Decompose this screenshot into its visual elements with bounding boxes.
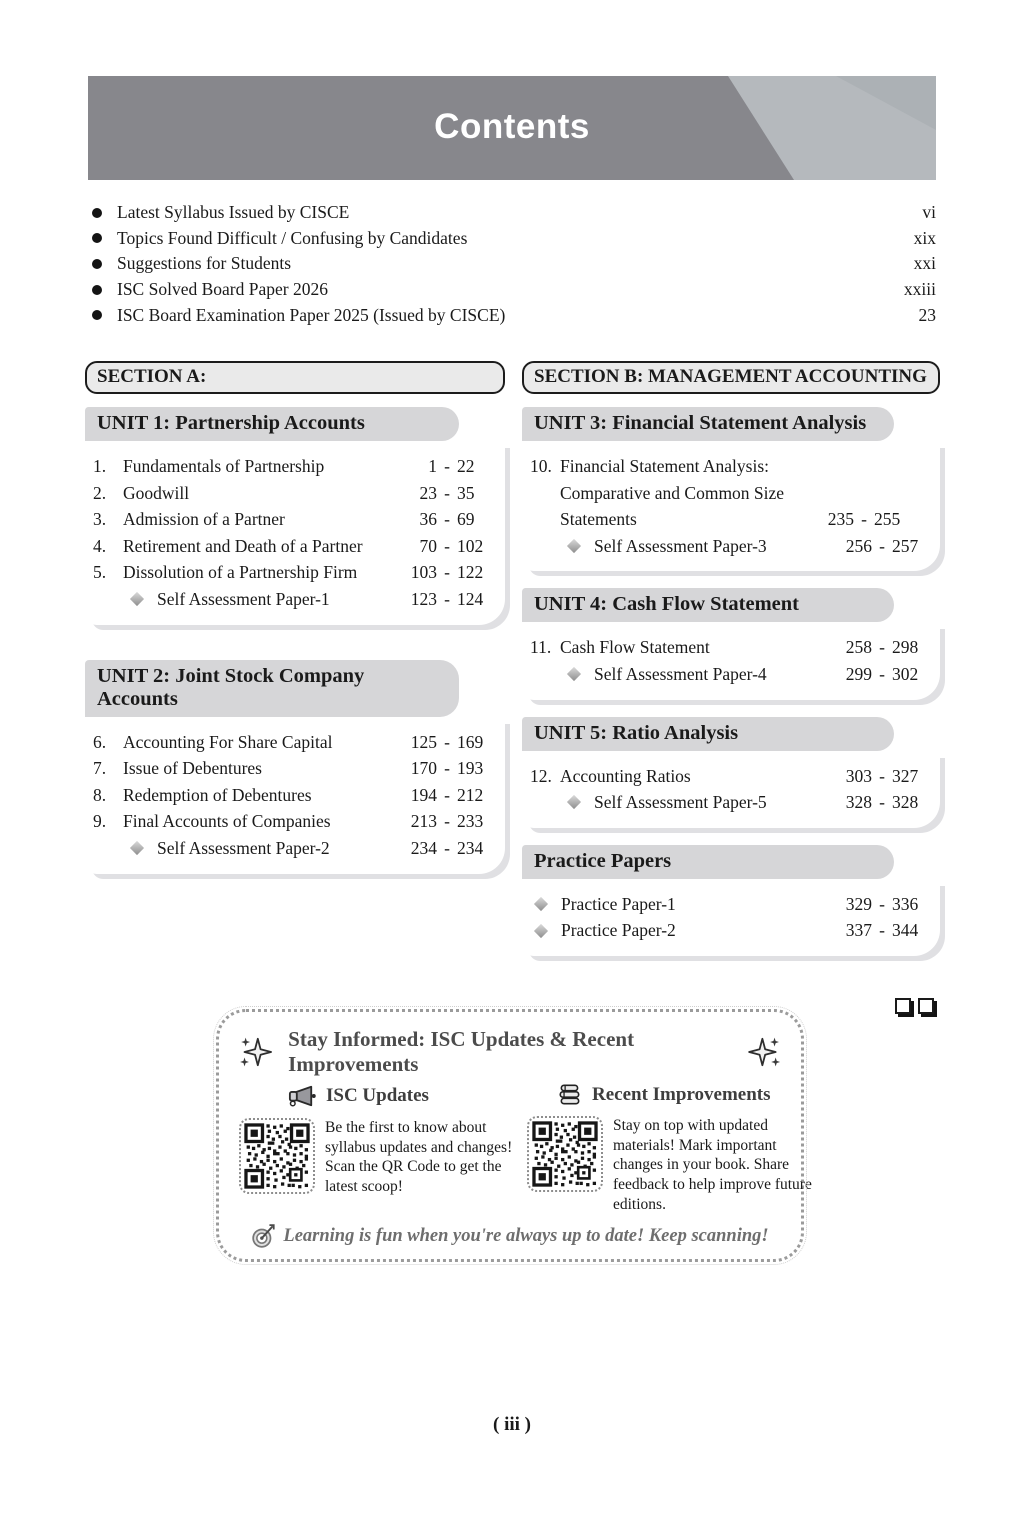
isc-updates-text: Be the first to know about syllabus updates and changes! Scan the QR Code to get the latest scoop!	[325, 1119, 513, 1196]
toc-row	[87, 729, 501, 756]
unit-3-title: UNIT 3: Financial Statement Analysis	[522, 407, 894, 441]
toc-row-assessment	[524, 533, 936, 560]
dart-target-icon	[251, 1223, 277, 1249]
chapter-number: 9.	[93, 811, 107, 832]
page-range: 256 - 257	[845, 535, 919, 556]
isc-updates-header	[287, 1083, 527, 1109]
toc-row	[87, 755, 501, 782]
front-matter-row	[92, 251, 936, 277]
front-matter-label: Topics Found Difficult / Confusing by Candidates	[117, 227, 468, 248]
recent-improvements-content	[527, 1116, 815, 1214]
unit-3-card	[522, 407, 940, 571]
bullet-icon	[92, 259, 102, 269]
practice-paper-title: Practice Paper-1	[561, 893, 676, 914]
section-a-header: SECTION A:	[85, 361, 505, 394]
chapter-title: Dissolution of a Partnership Firm	[123, 562, 358, 583]
front-matter-list	[92, 200, 936, 328]
front-matter-page: xxiii	[903, 279, 936, 300]
unit-4-title: UNIT 4: Cash Flow Statement	[522, 588, 894, 622]
front-matter-page: xxi	[913, 253, 936, 274]
chapter-title: Accounting Ratios	[560, 765, 691, 786]
front-matter-label: ISC Board Examination Paper 2025 (Issued by CISCE)	[117, 304, 506, 325]
chapter-number: 8.	[93, 784, 107, 805]
bullet-icon	[92, 208, 102, 218]
contents-banner	[88, 76, 936, 180]
section-b-header: SECTION B: MANAGEMENT ACCOUNTING	[522, 361, 940, 394]
isc-updates-label: ISC Updates	[326, 1085, 429, 1106]
practice-paper-title: Practice Paper-2	[561, 920, 676, 941]
page-range: 213 - 233	[410, 811, 484, 832]
chapter-title: Admission of a Partner	[123, 509, 285, 530]
recent-improvements-header	[557, 1083, 815, 1107]
page-number: ( iii )	[493, 1414, 531, 1435]
assessment-title: Self Assessment Paper-2	[157, 837, 330, 858]
page-range: 36 - 69	[419, 509, 475, 530]
books-icon	[557, 1083, 583, 1107]
page-range: 123 - 124	[410, 588, 484, 609]
front-matter-label: Latest Syllabus Issued by CISCE	[117, 202, 350, 223]
diamond-icon	[130, 592, 144, 606]
megaphone-icon	[287, 1083, 317, 1109]
chapter-title: Goodwill	[123, 482, 190, 503]
sparkle-icon	[748, 1034, 781, 1070]
toc-row	[87, 506, 501, 533]
qr-code-isc-updates	[239, 1118, 315, 1194]
toc-row	[87, 782, 501, 809]
toc-row	[87, 808, 501, 835]
chapter-number: 3.	[93, 509, 107, 530]
chapter-number: 11.	[530, 637, 552, 658]
assessment-title: Self Assessment Paper-4	[594, 663, 767, 684]
front-matter-page: xix	[913, 227, 936, 248]
chapter-number: 12.	[530, 765, 552, 786]
unit-4-body	[522, 622, 940, 699]
toc-row-practice	[524, 891, 936, 918]
chapter-title: Retirement and Death of a Partner	[123, 535, 363, 556]
assessment-title: Self Assessment Paper-5	[594, 792, 767, 813]
chapter-number: 6.	[93, 731, 107, 752]
stay-informed-title: Stay Informed: ISC Updates & Recent Improvements	[288, 1027, 635, 1076]
page-range: 1 - 22	[428, 455, 475, 476]
bullet-icon	[92, 233, 102, 243]
recent-improvements-column	[527, 1083, 815, 1214]
unit-5-card	[522, 717, 940, 828]
unit-5-body	[522, 751, 940, 828]
front-matter-row	[92, 200, 936, 226]
stay-informed-box	[216, 1009, 812, 1262]
toc-row-assessment	[524, 661, 936, 688]
page-range: 103 - 122	[410, 562, 484, 583]
diamond-icon	[567, 539, 581, 553]
stay-informed-tagline-row	[239, 1223, 781, 1249]
toc-row	[87, 480, 501, 507]
toc-row	[524, 634, 936, 661]
isc-updates-content	[239, 1118, 527, 1197]
square-mark-icon	[918, 998, 934, 1014]
chapter-number: 1.	[93, 455, 107, 476]
chapter-title: Final Accounts of Companies	[123, 811, 331, 832]
page-range: 23 - 35	[419, 482, 475, 503]
bullet-icon	[92, 310, 102, 320]
unit-4-card	[522, 588, 940, 699]
page-title: Contents	[434, 107, 590, 147]
chapter-number: 5.	[93, 562, 107, 583]
end-of-section-marks	[895, 998, 934, 1014]
front-matter-page: 23	[918, 304, 936, 325]
front-matter-row	[92, 277, 936, 303]
section-a-column	[85, 361, 505, 973]
toc-row	[524, 763, 936, 790]
page-range: 303 - 327	[845, 765, 919, 786]
toc-row	[87, 559, 501, 586]
chapter-title: Accounting For Share Capital	[123, 731, 333, 752]
stay-informed-columns	[239, 1083, 812, 1214]
front-matter-row	[92, 302, 936, 328]
recent-improvements-text: Stay on top with updated materials! Mark important changes in your book. Share feedback to help improve future editions.	[613, 1117, 812, 1213]
toc-row-practice	[524, 917, 936, 944]
page-range: 299 - 302	[845, 663, 919, 684]
page-range: 328 - 328	[845, 792, 919, 813]
practice-papers-card	[522, 845, 940, 956]
unit-1-title: UNIT 1: Partnership Accounts	[85, 407, 459, 441]
chapter-title: Issue of Debentures	[123, 758, 262, 779]
page-range: 337 - 344	[845, 920, 919, 941]
front-matter-label: ISC Solved Board Paper 2026	[117, 279, 328, 300]
unit-3-body	[522, 441, 940, 571]
chapter-title: Financial Statement Analysis: Comparative and Common Size Statements	[560, 455, 785, 530]
unit-1-body	[85, 441, 505, 625]
isc-updates-column	[239, 1083, 527, 1214]
page-range: 170 - 193	[410, 758, 484, 779]
assessment-title: Self Assessment Paper-3	[594, 535, 767, 556]
unit-5-title: UNIT 5: Ratio Analysis	[522, 717, 894, 751]
bullet-icon	[92, 285, 102, 295]
practice-papers-title: Practice Papers	[522, 845, 894, 879]
page-range: 329 - 336	[845, 893, 919, 914]
diamond-icon	[130, 841, 144, 855]
chapter-title: Fundamentals of Partnership	[123, 455, 325, 476]
page-range: 235 - 255	[827, 509, 901, 530]
diamond-icon	[567, 795, 581, 809]
diamond-icon	[534, 897, 548, 911]
toc-row	[524, 453, 936, 533]
square-mark-icon	[895, 998, 911, 1014]
section-b-column	[522, 361, 940, 973]
chapter-number: 2.	[93, 482, 107, 503]
chapter-number: 10.	[530, 455, 552, 476]
front-matter-label: Suggestions for Students	[117, 253, 292, 274]
toc-row	[87, 453, 501, 480]
chapter-number: 7.	[93, 758, 107, 779]
front-matter-row	[92, 226, 936, 252]
page-range: 125 - 169	[410, 731, 484, 752]
qr-code-recent-improvements	[527, 1116, 603, 1192]
practice-papers-body	[522, 879, 940, 956]
diamond-icon	[567, 667, 581, 681]
recent-improvements-label: Recent Improvements	[592, 1084, 771, 1105]
assessment-title: Self Assessment Paper-1	[157, 588, 330, 609]
toc-row-assessment	[524, 789, 936, 816]
toc-row-assessment	[87, 586, 501, 613]
front-matter-page: vi	[922, 202, 936, 223]
unit-2-card	[85, 660, 505, 874]
toc-row	[87, 533, 501, 560]
page-range: 194 - 212	[410, 784, 484, 805]
page-range: 70 - 102	[419, 535, 484, 556]
unit-2-title: UNIT 2: Joint Stock Company Accounts	[85, 660, 459, 717]
sparkle-icon	[239, 1034, 272, 1070]
diamond-icon	[534, 924, 548, 938]
chapter-title: Redemption of Debentures	[123, 784, 312, 805]
chapter-title: Cash Flow Statement	[560, 637, 710, 658]
stay-informed-tagline: Learning is fun when you're always up to date! Keep scanning!	[283, 1225, 769, 1246]
page-range: 258 - 298	[845, 637, 919, 658]
unit-2-body	[85, 717, 505, 874]
unit-1-card	[85, 407, 505, 625]
toc-columns	[85, 361, 940, 973]
stay-informed-header	[239, 1027, 781, 1077]
page-range: 234 - 234	[410, 837, 484, 858]
toc-row-assessment	[87, 835, 501, 862]
chapter-number: 4.	[93, 535, 107, 556]
